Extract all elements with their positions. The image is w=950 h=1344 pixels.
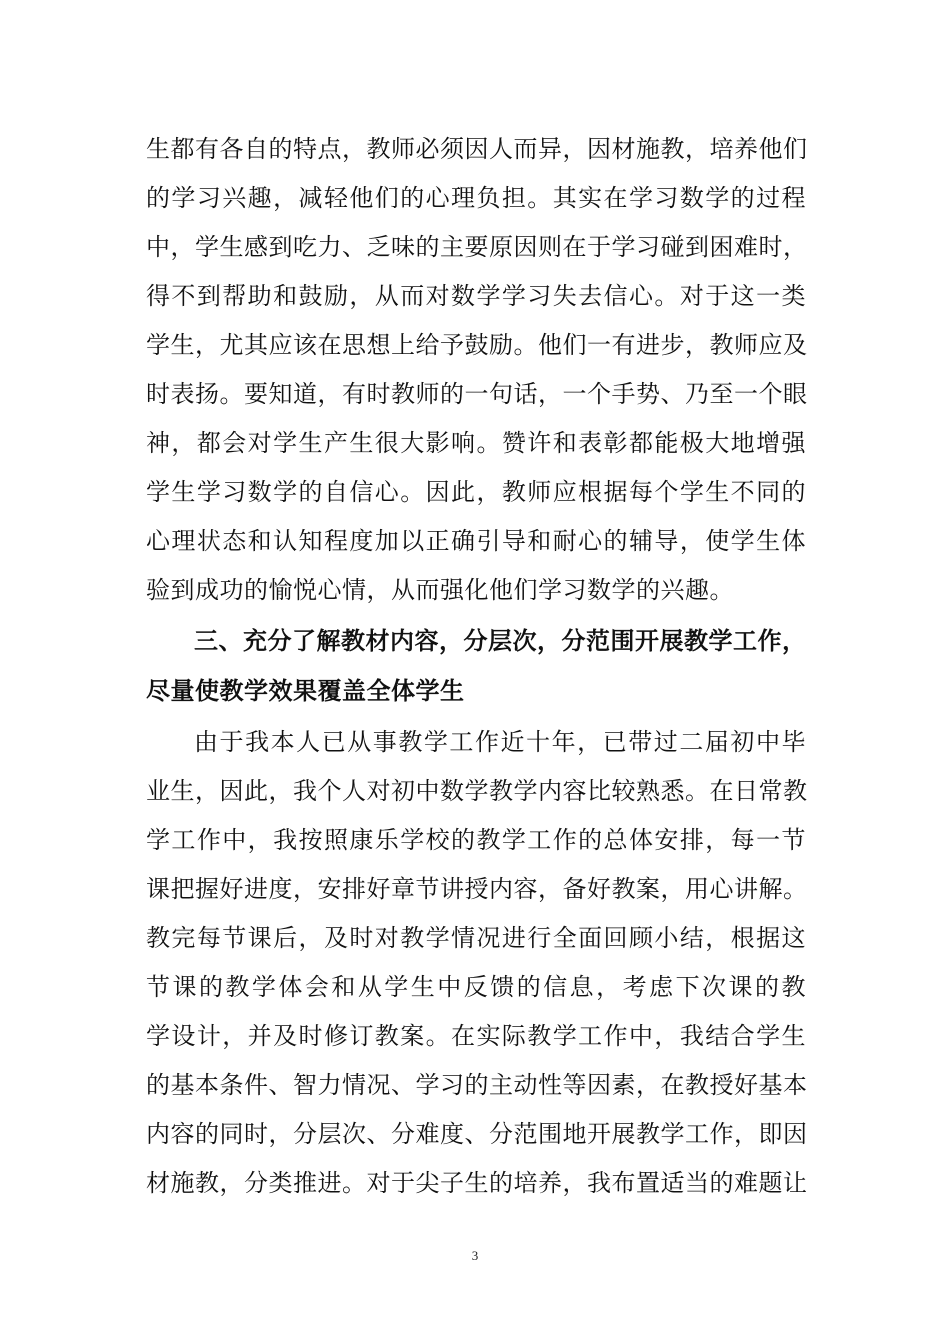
text-line: 神，都会对学生产生很大影响。赞许和表彰都能极大地增强: [146, 429, 806, 457]
text-line: 的基本条件、智力情况、学习的主动性等因素，在教授好基本: [146, 1071, 808, 1099]
heading-line: 三、充分了解教材内容，分层次，分范围开展教学工作，: [194, 626, 807, 655]
text-line: 教完每节课后，及时对教学情况进行全面回顾小结，根据这: [146, 924, 806, 952]
text-line: 内容的同时，分层次、分难度、分范围地开展教学工作，即因: [146, 1120, 808, 1148]
text-line: 得不到帮助和鼓励，从而对数学学习失去信心。对于这一类: [146, 282, 806, 310]
text-line: 生都有各自的特点，教师必须因人而异，因材施教，培养他们: [146, 135, 808, 163]
text-line: 时表扬。要知道，有时教师的一句话，一个手势、乃至一个眼: [146, 380, 808, 408]
text-line: 验到成功的愉悦心情，从而强化他们学习数学的兴趣。: [146, 576, 734, 604]
text-line: 课把握好进度，安排好章节讲授内容，备好教案，用心讲解。: [146, 875, 808, 903]
text-line: 的学习兴趣，减轻他们的心理负担。其实在学习数学的过程: [146, 184, 806, 212]
text-line: 材施教，分类推进。对于尖子生的培养，我布置适当的难题让: [146, 1169, 808, 1197]
text-line: 心理状态和认知程度加以正确引导和耐心的辅导，使学生体: [146, 527, 806, 555]
text-line: 业生，因此，我个人对初中数学教学内容比较熟悉。在日常教: [146, 777, 808, 805]
text-line: 由于我本人已从事教学工作近十年，已带过二届初中毕: [194, 728, 806, 756]
page-number: 3: [471, 1248, 479, 1263]
text-line: 学工作中，我按照康乐学校的教学工作的总体安排，每一节: [146, 826, 806, 854]
text-line: 学设计，并及时修订教案。在实际教学工作中，我结合学生: [146, 1022, 806, 1050]
text-line: 节课的教学体会和从学生中反馈的信息，考虑下次课的教: [146, 973, 806, 1001]
text-line: 中，学生感到吃力、乏味的主要原因则在于学习碰到困难时，: [146, 233, 808, 261]
text-line: 学生学习数学的自信心。因此，教师应根据每个学生不同的: [146, 478, 806, 506]
text-line: 学生，尤其应该在思想上给予鼓励。他们一有进步，教师应及: [146, 331, 808, 359]
heading-line: 尽量使教学效果覆盖全体学生: [146, 676, 465, 705]
